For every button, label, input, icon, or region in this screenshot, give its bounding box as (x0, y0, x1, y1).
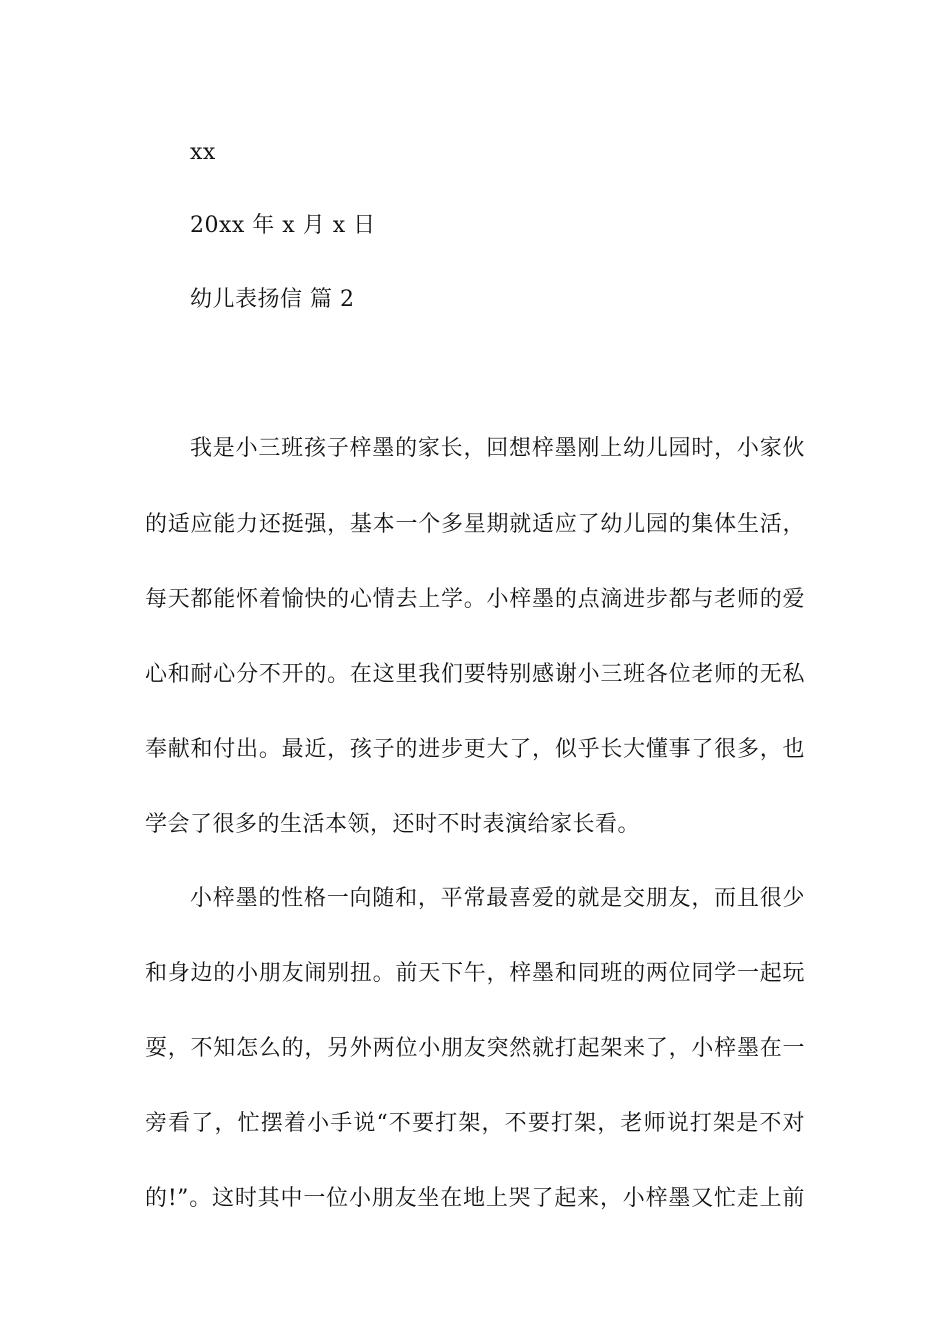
date-line: 20xx 年 x 月 x 日 (190, 213, 376, 238)
paragraph-2-line-3: 耍，不知怎么的，另外两位小朋友突然就打起架来了，小梓墨在一 (145, 1036, 805, 1061)
paragraph-2-line-4: 旁看了，忙摆着小手说“不要打架，不要打架，老师说打架是不对 (145, 1111, 805, 1136)
paragraph-1-line-6: 学会了很多的生活本领，还时不时表演给家长看。 (145, 812, 641, 837)
paragraph-2-line-1: 小梓墨的性格一向随和，平常最喜爱的就是交朋友，而且很少 (190, 886, 805, 911)
section-title: 幼儿表扬信 篇 2 (190, 287, 355, 312)
paragraph-2-line-5: 的!”。这时其中一位小朋友坐在地上哭了起来，小梓墨又忙走上前 (145, 1186, 805, 1211)
paragraph-1-line-5: 奉献和付出。最近，孩子的进步更大了，似乎长大懂事了很多，也 (145, 737, 805, 762)
paragraph-2-line-2: 和身边的小朋友闹别扭。前天下午，梓墨和同班的两位同学一起玩 (145, 961, 805, 986)
paragraph-1-line-1: 我是小三班孩子梓墨的家长，回想梓墨刚上幼儿园时，小家伙 (190, 436, 805, 461)
paragraph-1-line-3: 每天都能怀着愉快的心情去上学。小梓墨的点滴进步都与老师的爱 (145, 587, 805, 612)
paragraph-1-line-2: 的适应能力还挺强，基本一个多星期就适应了幼儿园的集体生活， (145, 512, 805, 537)
signature: xx (190, 140, 216, 165)
paragraph-1-line-4: 心和耐心分不开的。在这里我们要特别感谢小三班各位老师的无私 (145, 662, 805, 687)
